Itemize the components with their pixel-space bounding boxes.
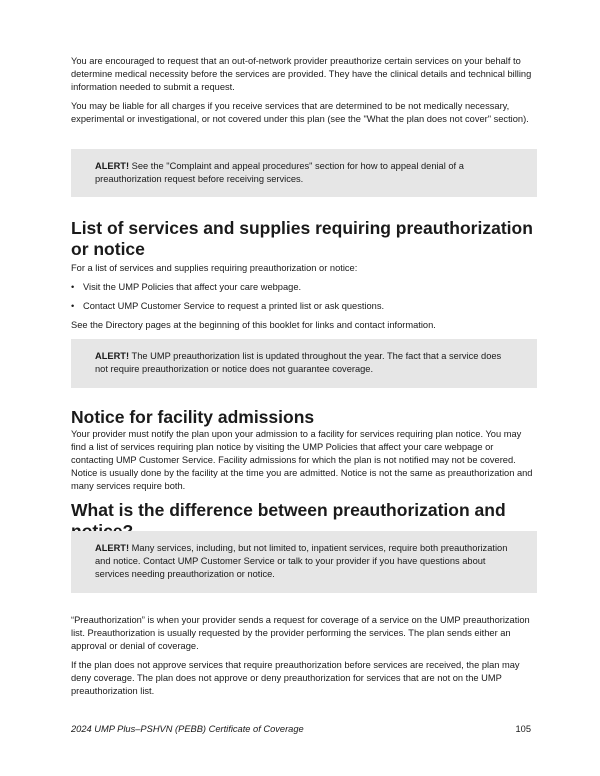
section-heading: List of services and supplies requiring preauthorization or notice [71,218,533,259]
intro-section [71,55,533,126]
alert-label: ALERT! [95,351,130,361]
list-item: • Visit the UMP Policies that affect your care webpage. [71,282,302,292]
closing-paragraph-1: “Preauthorization” is when your provider sends a request for coverage of a service on the UMP preauthorization list. Preauthorization is usually requested by the provider performing the services. The plan sends either an approval or denial of coverage. [71,615,530,651]
alert-text [95,160,513,186]
intro-paragraph-2: You may be liable for all charges if you receive services that are determined to be not medically necessary, experimental or investigational, or not covered under this plan (see the "What the plan does not cover" section). [71,101,529,124]
bullet-list [71,281,541,313]
alert-body: The UMP preauthorization list is updated throughout the year. The fact that a service does not require preauthorization or notice does not guarantee coverage. [95,351,502,374]
closing-paragraph-2: If the plan does not approve services that require preauthorization before services are received, the plan may deny coverage. The plan does not approve or deny preauthorization for services that are not on the UMP preauthorization list. [71,660,520,696]
list-item: • Contact UMP Customer Service to request a printed list or ask questions. [71,301,385,311]
alert-box-appeal [71,149,537,197]
alert-label: ALERT! [95,543,130,553]
closing-section [71,614,533,698]
bullet-icon: • [71,282,75,292]
section-outro: See the Directory pages at the beginning of this booklet for links and contact information. [71,320,436,330]
alert-box-updates [71,339,537,388]
bullet-icon: • [71,301,75,311]
alert-label: ALERT! [95,161,130,171]
alert-text [95,542,513,581]
page-footer [71,724,531,734]
section-body: Your provider must notify the plan upon your admission to a facility for services requiring plan notice. You may find a list of services requiring plan notice by visiting the UMP Policies that affect your care webpage or contacting UMP Customer Service. Facility admissions for which the plan is not notified may not be covered. Notice is usually done by the facility at the time you are admitted. Notice is not the same as preauthorization and many services require both. [71,429,533,491]
alert-body: See the "Complaint and appeal procedures" section for how to appeal denial of a preauthorization request before receiving services. [95,161,464,184]
alert-box-both [71,531,537,593]
footer-title: 2024 UMP Plus–PSHVN (PEBB) Certificate of Coverage [71,724,304,734]
intro-paragraph-1: You are encouraged to request that an out-of-network provider preauthorize certain services on your behalf to determine medical necessity before the services are provided. They have the clinical details and technical billing information needed to submit a request. [71,56,532,92]
alert-body: Many services, including, but not limited to, inpatient services, require both preauthorization and notice. Contact UMP Customer Service or talk to your provider if you have questions about services needing preauthorization or notice. [95,543,508,579]
section-facility-notice [71,407,535,493]
section-heading: What is the difference between preauthorization and [71,500,506,520]
alert-text [95,350,513,376]
section-intro: For a list of services and supplies requiring preauthorization or notice: [71,263,358,273]
page-number: 105 [515,724,531,734]
section-preauth-list [71,218,541,332]
section-heading: Notice for facility admissions [71,407,315,427]
